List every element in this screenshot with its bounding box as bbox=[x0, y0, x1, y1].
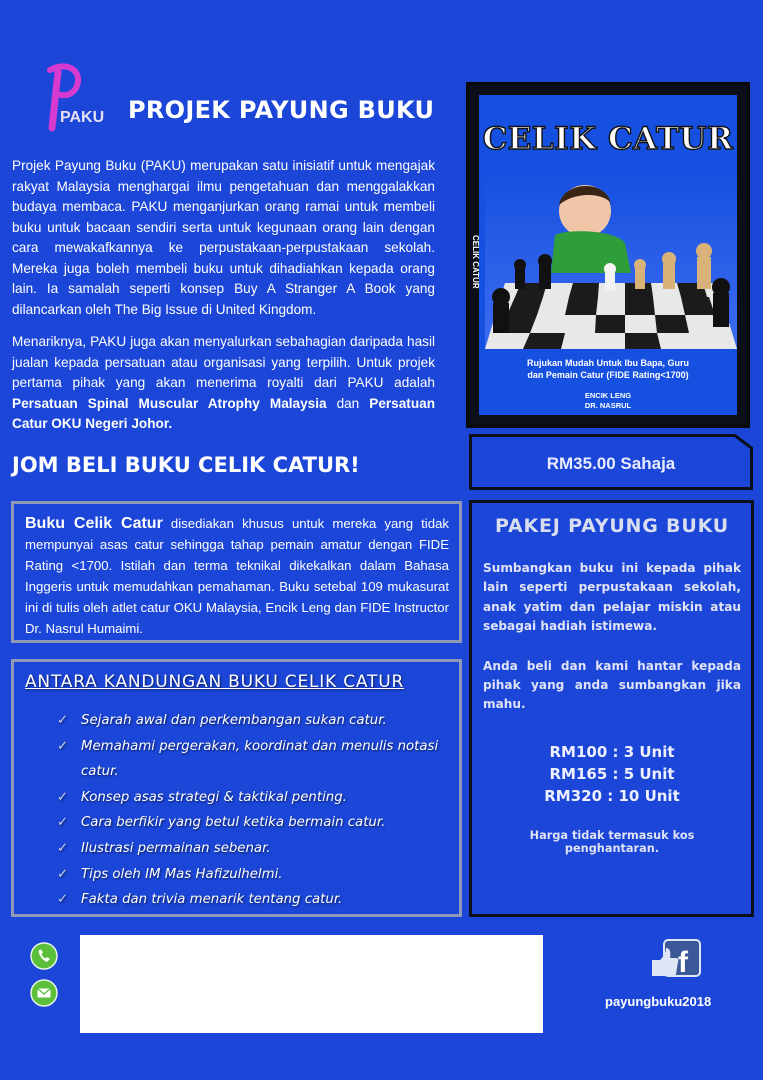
checkmark-icon: ✓ bbox=[57, 892, 69, 908]
cover-subtitle bbox=[479, 357, 737, 381]
facebook-handle[interactable]: payungbuku2018 bbox=[605, 994, 712, 1009]
contents-item-text: Memahami pergerakan, koordinat dan menulis notasi catur. bbox=[81, 738, 439, 780]
shipping-note: Harga tidak termasuk kos penghantaran. bbox=[529, 828, 695, 855]
package-price: RM320 : 10 Unit bbox=[544, 786, 680, 805]
svg-text:PAKU: PAKU bbox=[60, 109, 104, 126]
contents-item bbox=[57, 810, 449, 836]
checkmark-icon: ✓ bbox=[57, 738, 69, 754]
page-title: PROJEK PAYUNG BUKU bbox=[128, 96, 435, 124]
contents-item bbox=[57, 785, 449, 811]
checkmark-icon: ✓ bbox=[57, 789, 69, 805]
cover-spine-text: CELIK CATUR bbox=[471, 235, 480, 289]
contents-item bbox=[57, 887, 449, 913]
contents-item bbox=[57, 734, 449, 785]
package-prices bbox=[483, 741, 741, 807]
svg-text:f: f bbox=[678, 946, 688, 979]
contents-list bbox=[25, 708, 449, 913]
beneficiary-2: Persatuan Catur OKU Negeri Johor. bbox=[12, 395, 435, 431]
intro-p2-mid: dan bbox=[326, 395, 370, 411]
mail-icon[interactable] bbox=[30, 979, 58, 1007]
contents-item bbox=[57, 836, 449, 862]
package-title: PAKEJ PAYUNG BUKU bbox=[495, 515, 729, 537]
contents-item-text: Sejarah awal dan perkembangan sukan catur. bbox=[81, 713, 387, 728]
price-tag bbox=[469, 434, 753, 490]
beneficiary-1: Persatuan Spinal Muscular Atrophy Malaysia bbox=[12, 395, 327, 411]
package-paragraph-2: Anda beli dan kami hantar kepada pihak yang anda sumbangkan jika mahu. bbox=[483, 658, 741, 712]
facebook-like-icon[interactable] bbox=[650, 938, 702, 980]
book-description bbox=[11, 501, 462, 643]
phone-icon[interactable] bbox=[30, 942, 58, 970]
package-price: RM165 : 5 Unit bbox=[549, 764, 675, 783]
package-price: RM100 : 3 Unit bbox=[549, 742, 675, 761]
contents-item-text: Cara berfikir yang betul ketika bermain catur. bbox=[81, 815, 386, 831]
contact-info-box bbox=[80, 935, 543, 1033]
contents-item bbox=[57, 862, 449, 888]
contents-item-text: Konsep asas strategi & taktikal penting. bbox=[81, 789, 347, 805]
checkmark-icon: ✓ bbox=[57, 840, 69, 856]
contents-title: ANTARA KANDUNGAN BUKU CELIK CATUR bbox=[25, 672, 405, 692]
intro-p2-start: Menariknya, PAKU juga akan menyalurkan sebahagian daripada hasil jualan kepada persatuan atau organisasi yang terpilih. Untuk projek pertama pihak yang akan menerima royalti dari PAKU adalah bbox=[12, 334, 435, 390]
intro-paragraph-1: Projek Payung Buku (PAKU) merupakan satu inisiatif untuk mengajak rakyat Malaysia menghargai ilmu pengetahuan dan menggalakkan budaya membaca. PAKU menganjurkan orang ramai untuk membeli buku untuk bacaan sendiri serta untuk kegunaan orang lain dengan cara mewakafkannya ke perpustakaan-perpustakaan sekolah. Mereka juga boleh membeli buku untuk dihadiahkan kepada orang lain. Ia samalah seperti konsep Buy A Stranger A Book yang dilancarkan oleh The Big Issue di United Kingdom. bbox=[12, 158, 435, 317]
contents-item-text: Ilustrasi permainan sebenar. bbox=[81, 840, 271, 856]
checkmark-icon: ✓ bbox=[57, 713, 69, 728]
paku-logo bbox=[40, 62, 104, 136]
cover-author-2: DR. NASRUL bbox=[584, 401, 632, 410]
cover-title: CELIK CATUR bbox=[482, 121, 734, 157]
contents-item-text: Tips oleh IM Mas Hafizulhelmi. bbox=[81, 866, 283, 882]
checkmark-icon: ✓ bbox=[57, 815, 69, 831]
description-text: disediakan khusus untuk mereka yang tidak mempunyai asas catur sehingga tahap pemain amatur dengan FIDE Rating <1700. Istilah dan terma teknikal dikekalkan dalam Bahasa Inggeris untuk memudahkan pemahaman. Buku setebal 109 mukasurat ini di tulis oleh atlet catur OKU Malaysia, Encik Leng dan FIDE Instructor Dr. Nasrul Humaimi. bbox=[25, 516, 449, 636]
book-cover bbox=[466, 82, 750, 428]
cover-subtitle-line-2: dan Pemain Catur (FIDE Rating<1700) bbox=[527, 370, 689, 380]
price-label: RM35.00 Sahaja bbox=[546, 454, 676, 473]
contents-item bbox=[57, 708, 449, 734]
package-paragraph-1: Sumbangkan buku ini kepada pihak lain seperti perpustakaan sekolah, anak yatim dan pelajar miskin atau sebagai hadiah istimewa. bbox=[483, 561, 741, 634]
book-name: Buku Celik Catur bbox=[25, 515, 163, 532]
intro-text bbox=[12, 156, 435, 447]
book-contents-box bbox=[11, 659, 462, 917]
call-to-action-heading: JOM BELI BUKU CELIK CATUR! bbox=[12, 453, 360, 477]
cover-chess-photo bbox=[485, 173, 737, 349]
cover-subtitle-line-1: Rujukan Mudah Untuk Ibu Bapa, Guru bbox=[527, 358, 689, 368]
intro-paragraph-2 bbox=[12, 332, 435, 435]
cover-authors bbox=[479, 391, 737, 411]
checkmark-icon: ✓ bbox=[57, 866, 69, 882]
cover-author-1: ENCIK LENG bbox=[584, 391, 632, 400]
contents-item-text: Fakta dan trivia menarik tentang catur. bbox=[81, 892, 343, 908]
package-box bbox=[469, 500, 754, 917]
